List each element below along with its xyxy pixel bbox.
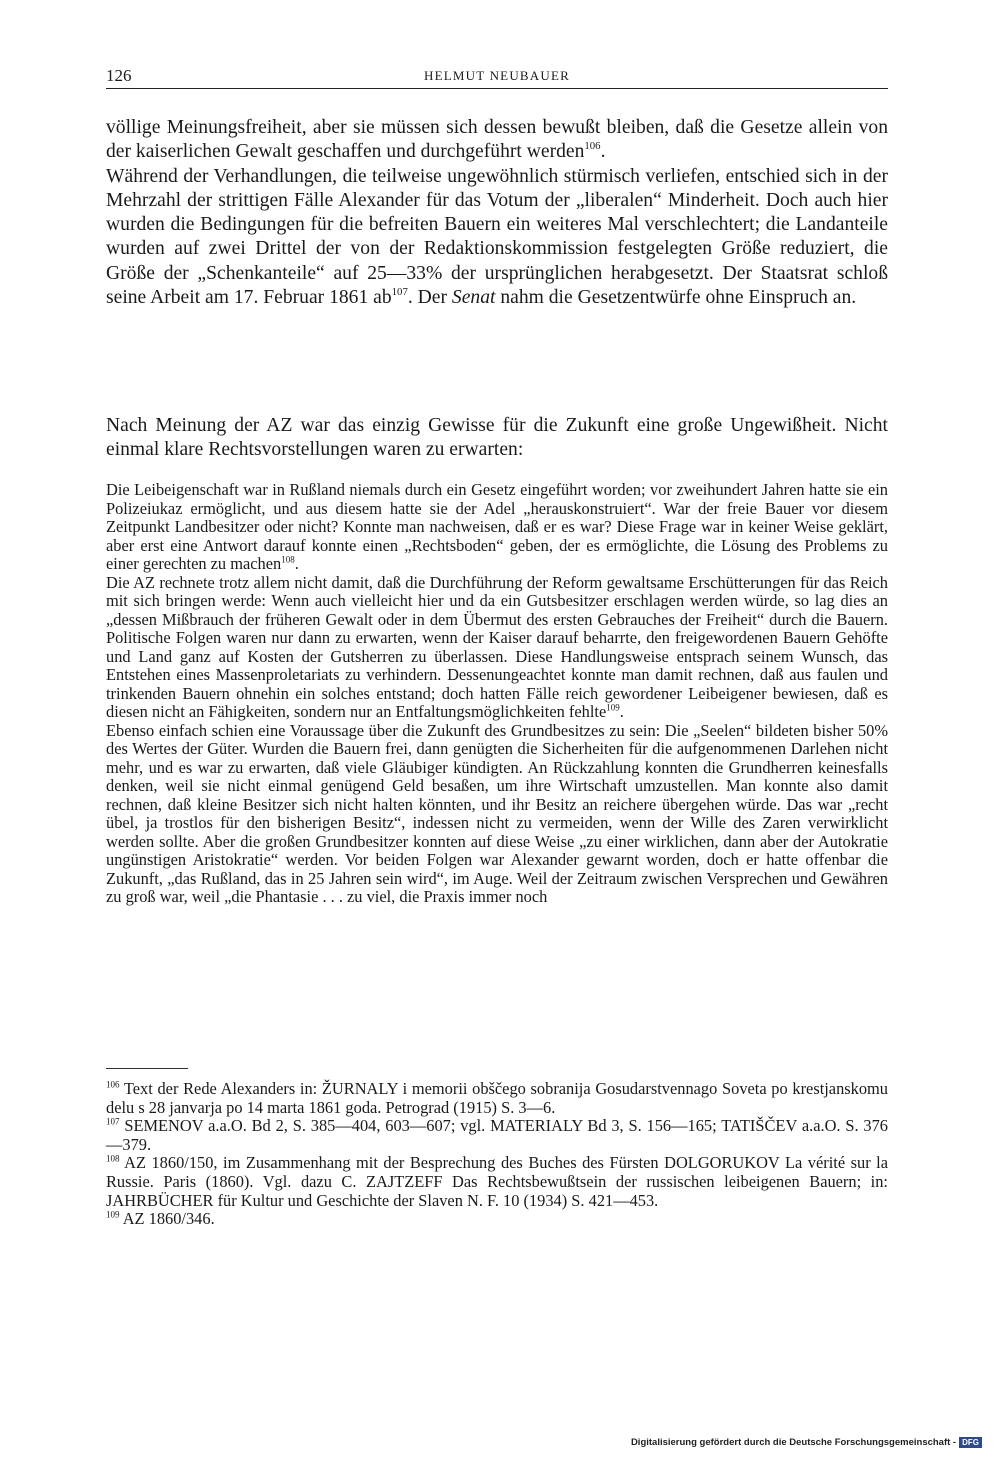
footnote-number: 109 (106, 1209, 120, 1220)
paragraph: Nach Meinung der AZ war das einzig Gewisse für die Zukunft eine große Ungewißheit. Nicht einmal klare Rechtsvorstellungen waren zu erwarten: (106, 415, 888, 461)
quote-paragraph: Die AZ rechnete trotz allem nicht damit, daß die Durchführung der Reform gewaltsame Erschütterungen für das Reich mit sich bringen werde: Wenn auch vielleicht hier und da ein Gutsbesitzer erschlagen werden würde, so lag dies an „dessen Mißbrauch der früheren Gewalt oder in dem Übermut des ersten Gebrauches der Freiheit“ durch die Bauern. Politische Folgen waren nur dann zu erwarten, wenn der Kaiser darauf beharrte, den freigewordenen Bauern Gehöfte und Land ganz auf Kosten der Gutsherren zu überlassen. Diese Handlungsweise entsprach seinem Wunsch, das Entstehen eines Massenproletariats zu verhindern. Dessenungeachtet konnte man damit rechnen, daß aus faulen und trinkenden Bauern ohnehin ein solches entstand; doch hatten Fälle reich gewordener Leibeigener bewiesen, daß es diesen nicht an Fähigkeiten, sondern nur an Entfaltungsmöglichkeiten fehlte$^{109}$. (106, 572, 888, 721)
running-title: HELMUT NEUBAUER (424, 68, 570, 83)
body-block-intro (106, 414, 888, 463)
dfg-logo: DFG (959, 1437, 982, 1448)
footnotes (106, 1080, 888, 1229)
footnote-ref: 108 (281, 554, 295, 565)
footer-text: Digitalisierung gefördert durch die Deutsche Forschungsgemeinschaft - (630, 1437, 957, 1448)
footnote-separator (106, 1068, 188, 1069)
footnote: $^{107}$ SEMENOV a.a.O. Bd 2, S. 385—404, 603—607; vgl. MATERIALY Bd 3, S. 156—165; TATIŠČEV a.a.O. S. 376—379. (106, 1116, 888, 1154)
quote-paragraph: Ebenso einfach schien eine Voraussage über die Zukunft des Grundbesitzes zu sein: Die „Seelen“ bildeten bisher 50% des Wertes der Güter. Wurden die Bauern frei, dann genügten die Sicherheiten für die aufgenommenen Darlehen nicht mehr, und es war zu erwarten, daß viele Gläubiger kündigten. An Rückzahlung konnten die Grundherren keinesfalls denken, weil sie nicht einmal genügend Geld besaßen, um ihre Wirtschaft umzustellen. Man konnte also damit rechnen, daß kleine Besitzer sich nicht halten könnten, und ihr Besitz an reichere übergehen würde. Das war „recht übel, ja trostlos für den bisherigen Besitz“, indessen nicht zu vermeiden, wenn der Wille des Zaren verwirklicht werden sollte. Aber die großen Grundbesitzer konnten auf diese Weise „zu einer wirklichen, dann aber der Autokratie ungünstigen Aristokratie“ werden. Vor beiden Folgen war Alexander gewarnt worden, doch er hatte offenbar die Zukunft, „das Rußland, das in 25 Jahren sein wird“, im Auge. Weil der Zeitraum zwischen Versprechen und Gewähren zu groß war, weil „die Phantasie . . . zu viel, die Praxis immer noch (106, 720, 888, 906)
body-block-top (106, 116, 888, 310)
footnote: $^{106}$ Text der Rede Alexanders in: ŽURNALY i memorii obščego sobranija Gosudarstvennago Soveta po krestjanskomu delu s 28 janvarja po 14 marta 1861 goda. Petrograd (1915) S. 3—6. (106, 1079, 888, 1117)
footnote: $^{108}$ AZ 1860/150, im Zusammenhang mit der Besprechung des Buches des Fürsten DOLGORUKOV La vérité sur la Russie. Paris (1860). Vgl. dazu C. ZAJTZEFF Das Rechtsbewußtsein der russischen leibeigenen Bauern; in: JAHRBÜCHER für Kultur und Geschichte der Slaven N. F. 10 (1934) S. 421—453. (106, 1153, 888, 1210)
page-number: 126 (106, 66, 132, 85)
block-quote (106, 481, 888, 907)
footnote-number: 106 (106, 1079, 120, 1090)
footnote: $^{109}$ AZ 1860/346. (106, 1209, 215, 1229)
quote-paragraph: Die Leibeigenschaft war in Rußland niemals durch ein Gesetz eingeführt worden; vor zweihundert Jahren hatte sie ein Polizeiukaz ermöglicht, und aus diesem hatte sie der Adel „herauskonstruiert“. War der freie Bauer vor diesem Zeitpunkt Landbesitzer oder nicht? Konnte man nachweisen, daß er es war? Diese Frage war in keiner Weise geklärt, aber erst eine Antwort darauf konnte einen „Rechtsboden“ geben, der es ermöglichte, die Lösung des Problems zu einer gerechten zu machen$^{108}$. (106, 480, 888, 573)
footnote-number: 108 (106, 1153, 120, 1164)
paragraph: völlige Meinungsfreiheit, aber sie müssen sich dessen bewußt bleiben, daß die Gesetze allein von der kaiserlichen Gewalt geschaffen und durchgeführt werden$^{106}$. (106, 117, 888, 163)
paragraph: Während der Verhandlungen, die teilweise ungewöhnlich stürmisch verliefen, entschied sich in der Mehrzahl der strittigen Fälle Alexander für das Votum der „liberalen“ Minderheit. Doch auch hier wurden die Bedingungen für die befreiten Bauern ein weiteres Mal verschlechtert; die Landanteile wurden auf zwei Drittel der von der Redaktionskommission festgelegten Größe reduziert, die Größe der „Schenkanteile“ auf 25—33% der ursprünglichen herabgesetzt. Der Staatsrat schloß seine Arbeit am 17. Februar 1861 $ab^{107}$. Der Senat nahm die Gesetzentwürfe ohne Einspruch an. (106, 165, 888, 309)
footnote-number: 107 (106, 1116, 120, 1127)
footnote-ref: 109 (606, 702, 620, 713)
footnote-ref: 106 (584, 140, 601, 153)
page-header (106, 66, 888, 89)
footnote-ref: 107 (391, 286, 408, 298)
digitization-footer (631, 1437, 982, 1448)
